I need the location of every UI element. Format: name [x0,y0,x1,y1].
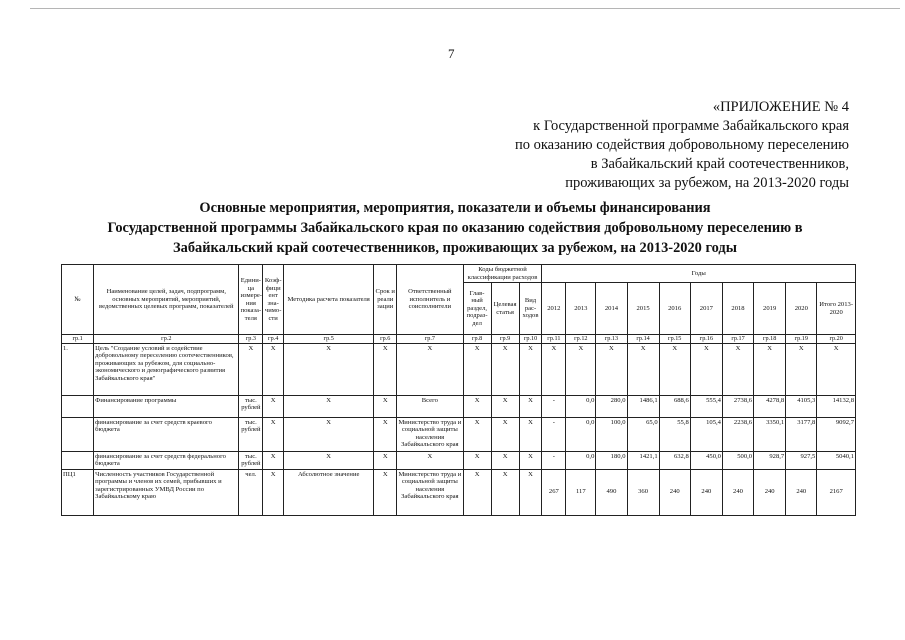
cell: X [722,343,753,395]
appendix-line-2: к Государственной программе Забайкальского края [533,118,849,134]
header-year: 2020 [786,283,817,335]
cell: X [519,395,542,417]
cell: X [491,451,519,469]
col-number: гр.5 [284,335,374,344]
col-number: гр.20 [817,335,856,344]
cell: X [263,343,284,395]
cell: Абсолютное значение [284,469,374,515]
cell: 240 [690,469,722,515]
header-year: 2016 [659,283,690,335]
cell: X [374,395,397,417]
cell-name: финансирование за счет средств федерального бюджета [94,451,239,469]
cell: X [542,343,566,395]
cell-num: 1. [62,343,94,395]
cell: X [519,451,542,469]
col-number: гр.10 [519,335,542,344]
cell: 632,8 [659,451,690,469]
col-number: гр.3 [239,335,263,344]
cell: Министерство труда и социальной защиты населения Забайкальского края [397,417,463,451]
header-expense-type: Вид рас-ходов [519,283,542,335]
col-number: гр.16 [690,335,722,344]
title-line-2: Государственной программы Забайкальского края по оказанию содействия добровольному переселению в [107,220,803,236]
cell: X [239,343,263,395]
cell: 240 [722,469,753,515]
header-year: 2015 [627,283,659,335]
header-responsible: Ответственный исполнитель и соисполнители [397,265,463,335]
cell: X [284,395,374,417]
cell: X [463,417,491,451]
cell: X [627,343,659,395]
header-year: 2012 [542,283,566,335]
cell: - [542,417,566,451]
header-coefficient: Коэф-фици ент зна-чимо-сти [263,265,284,335]
header-year: 2013 [566,283,596,335]
column-number-row [62,335,856,344]
cell-num [62,417,94,451]
header-total: Итого 2013-2020 [817,283,856,335]
col-number: гр.18 [754,335,786,344]
cell: 490 [596,469,627,515]
header-main-section: Глав-ный раздел, подраз-дел [463,283,491,335]
table-row-financing [62,395,856,417]
col-number: гр.4 [263,335,284,344]
appendix-line-3: по оказанию содействия добровольному переселению [514,137,849,153]
cell: X [284,343,374,395]
table-row-indicator [62,469,856,515]
cell: X [263,451,284,469]
cell: X [463,451,491,469]
cell: X [786,343,817,395]
col-number: гр.7 [397,335,463,344]
cell: 9092,7 [817,417,856,451]
page-top-rule [30,8,900,9]
cell: X [463,343,491,395]
cell-num [62,451,94,469]
header-num: № [62,265,94,335]
cell: X [374,417,397,451]
appendix-line-1: «ПРИЛОЖЕНИЕ № 4 [712,99,849,115]
cell-name: Цель "Создание условий и содействие добровольному переселению соотечественников, проживающих за рубежом, для социально-экономического и демографического развития Забайкальского края" [94,343,239,395]
document-title [60,198,850,258]
cell: X [397,451,463,469]
cell: X [397,343,463,395]
cell: 1486,1 [627,395,659,417]
cell: X [817,343,856,395]
cell: 555,4 [690,395,722,417]
col-number: гр.11 [542,335,566,344]
cell: X [491,469,519,515]
col-number: гр.9 [491,335,519,344]
cell: - [542,451,566,469]
table-row-federal-budget [62,451,856,469]
cell: 14132,8 [817,395,856,417]
cell-name: Численность участников Государственной программы и членов их семей, прибывших и зарегистрированных УМВД России по Забайкальскому краю [94,469,239,515]
table-row-regional-budget [62,417,856,451]
header-name: Наименование целей, задач, подпрограмм, основных мероприятий, мероприятий, ведомственных целевых программ, показателей [94,265,239,335]
cell: 65,0 [627,417,659,451]
col-number: гр.12 [566,335,596,344]
col-number: гр.2 [94,335,239,344]
cell: 3350,1 [754,417,786,451]
cell: 4278,8 [754,395,786,417]
cell: 688,6 [659,395,690,417]
col-number: гр.19 [786,335,817,344]
cell: 0,0 [566,451,596,469]
header-budget-codes: Коды бюджетной классификации расходов [463,265,542,283]
cell: X [491,417,519,451]
header-year: 2014 [596,283,627,335]
cell: тыс. рублей [239,451,263,469]
cell: X [284,417,374,451]
cell: 927,5 [786,451,817,469]
cell: 928,7 [754,451,786,469]
title-line-3: Забайкальский край соотечественников, проживающих за рубежом, на 2013-2020 годы [173,240,737,256]
col-number: гр.15 [659,335,690,344]
cell: 267 [542,469,566,515]
col-number: гр.1 [62,335,94,344]
cell: X [519,417,542,451]
cell: X [463,395,491,417]
cell: чел. [239,469,263,515]
cell: 2738,6 [722,395,753,417]
appendix-line-5: проживающих за рубежом, на 2013-2020 годы [565,175,849,191]
cell: 1421,1 [627,451,659,469]
cell: X [491,343,519,395]
cell: X [519,343,542,395]
cell: 240 [659,469,690,515]
appendix-line-4: в Забайкальский край соотечественников, [590,156,849,172]
cell: X [263,417,284,451]
col-number: гр.17 [722,335,753,344]
cell: 3177,8 [786,417,817,451]
cell: Министерство труда и социальной защиты населения Забайкальского края [397,469,463,515]
col-number: гр.6 [374,335,397,344]
col-number: гр.14 [627,335,659,344]
cell-name: финансирование за счет средств краевого бюджета [94,417,239,451]
page-number: 7 [448,46,455,61]
header-method: Методика расчета показателя [284,265,374,335]
table-row-goal [62,343,856,395]
cell: 105,4 [690,417,722,451]
cell: 500,0 [722,451,753,469]
cell-num [62,395,94,417]
cell: тыс. рублей [239,417,263,451]
header-years: Годы [542,265,856,283]
cell: X [754,343,786,395]
cell: X [374,343,397,395]
cell: 450,0 [690,451,722,469]
cell: X [374,451,397,469]
cell: X [374,469,397,515]
cell: 0,0 [566,417,596,451]
cell-name: Финансирование программы [94,395,239,417]
col-number: гр.13 [596,335,627,344]
title-line-1: Основные мероприятия, мероприятия, показатели и объемы финансирования [199,200,711,216]
cell: X [596,343,627,395]
cell: X [519,469,542,515]
cell: 100,0 [596,417,627,451]
activities-table [61,264,856,516]
header-year: 2018 [722,283,753,335]
cell: - [542,395,566,417]
cell: 180,0 [596,451,627,469]
cell: 5040,1 [817,451,856,469]
cell: X [491,395,519,417]
cell: 240 [786,469,817,515]
cell: 0,0 [566,395,596,417]
cell: X [690,343,722,395]
cell: 240 [754,469,786,515]
header-target-article: Целевая статья [491,283,519,335]
cell: 2167 [817,469,856,515]
cell: 55,8 [659,417,690,451]
cell-num: ПЦ1 [62,469,94,515]
header-term: Срок и реали зации [374,265,397,335]
header-unit: Едини-ца измере-ния показа-теля [239,265,263,335]
cell: 280,0 [596,395,627,417]
cell: X [566,343,596,395]
header-year: 2017 [690,283,722,335]
cell: X [284,451,374,469]
cell: X [263,469,284,515]
cell: 360 [627,469,659,515]
cell: X [263,395,284,417]
header-year: 2019 [754,283,786,335]
cell: X [659,343,690,395]
cell: 2238,6 [722,417,753,451]
cell: 117 [566,469,596,515]
cell: тыс. рублей [239,395,263,417]
appendix-header [515,98,849,193]
col-number: гр.8 [463,335,491,344]
cell: Всего [397,395,463,417]
cell: 4105,3 [786,395,817,417]
cell: X [463,469,491,515]
